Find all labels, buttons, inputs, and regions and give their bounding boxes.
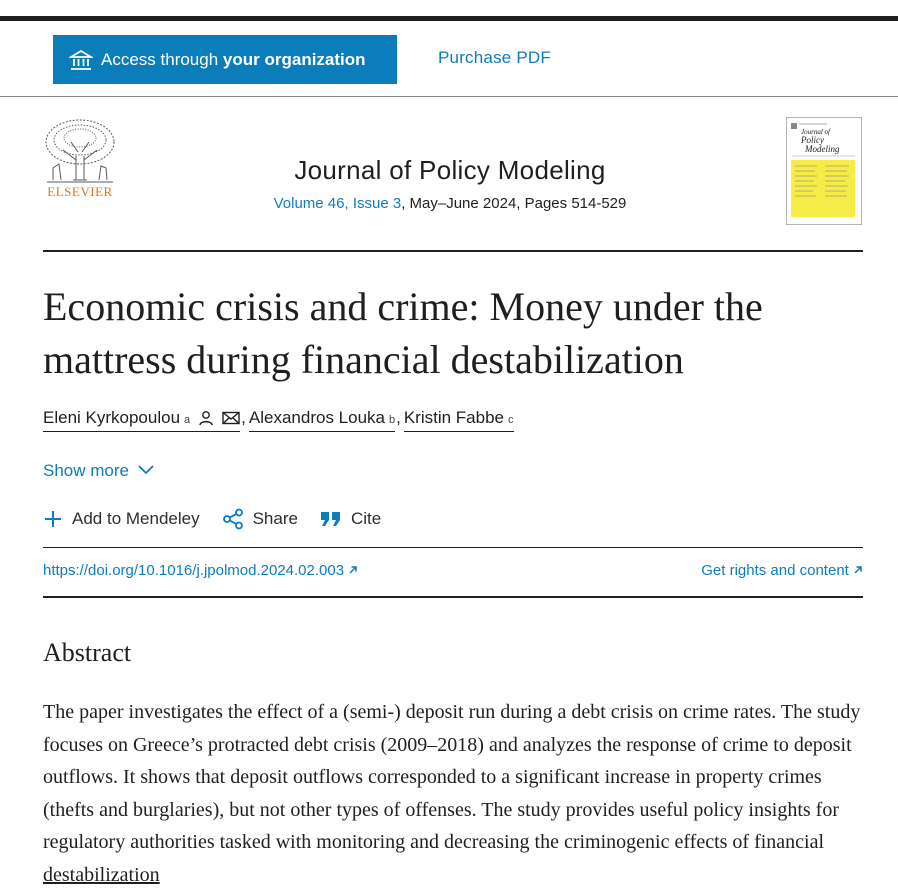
plus-icon [43, 509, 63, 529]
show-more-button[interactable] [43, 461, 155, 481]
article-title: Economic crisis and crime: Money under the mattress during financial destabilization [43, 284, 763, 382]
cite-button[interactable] [320, 509, 381, 529]
share-icon [222, 508, 244, 530]
actions-divider [43, 547, 863, 548]
external-link-icon [348, 562, 358, 579]
journal-issue-info [200, 195, 700, 212]
svg-text:Modeling: Modeling [805, 144, 840, 154]
share-button[interactable] [222, 508, 298, 530]
date-pages: , May–June 2024, Pages 514-529 [401, 195, 627, 212]
quote-icon [320, 510, 342, 528]
doi-link[interactable]: https://doi.org/10.1016/j.jpolmod.2024.02.003 [43, 562, 358, 579]
author-link[interactable]: Eleni Kyrkopoulou a [43, 408, 240, 432]
publisher-wordmark: ELSEVIER [47, 184, 113, 199]
author-separator: , [396, 408, 401, 427]
header-divider [0, 96, 898, 97]
person-icon [198, 410, 214, 426]
rights-and-content-link[interactable]: Get rights and content [701, 562, 863, 579]
abstract-body: The paper investigates the effect of a (semi-) deposit run during a debt crisis on crime rates. The study focuses on Greece’s protracted debt crisis (2009–2018) and analyzes the response of crime to deposit outflows. It shows that deposit outflows corresponded to a significant increase in property crimes (thefts and burglaries), but not other types of offenses. The study provides useful policy insights for regulatory authorities tasked with monitoring and decreasing the criminogenic effects of financial [43, 701, 861, 853]
journal-title[interactable]: Journal of Policy Modeling [294, 155, 606, 185]
abstract-text [43, 696, 873, 891]
svg-text:Journal of: Journal of [801, 128, 830, 136]
journal-cover-thumbnail[interactable] [786, 117, 862, 225]
external-link-icon [853, 562, 863, 579]
journal-divider [43, 250, 863, 252]
author-link[interactable]: Kristin Fabbe c [404, 408, 514, 432]
svg-text:Policy: Policy [801, 135, 824, 145]
article-actions [43, 508, 403, 530]
access-label: Access through your organization [101, 49, 366, 69]
abstract-heading: Abstract [43, 638, 132, 667]
chevron-down-icon [137, 461, 155, 481]
author-list [43, 408, 514, 432]
mendeley-label: Add to Mendeley [72, 509, 200, 528]
purchase-pdf-link[interactable]: Purchase PDF [438, 48, 551, 67]
access-through-organization-button[interactable] [53, 35, 397, 84]
cite-label: Cite [350, 509, 382, 528]
author-separator: , [241, 408, 246, 427]
share-label: Share [252, 509, 298, 528]
email-icon [222, 411, 240, 425]
volume-issue-link[interactable]: Volume 46, Issue 3 [273, 195, 402, 212]
add-to-mendeley-button[interactable] [43, 509, 200, 529]
author-link[interactable]: Alexandros Louka b [249, 408, 395, 432]
topic-link[interactable]: destabilization [43, 863, 160, 886]
show-more-label: Show more [43, 461, 129, 480]
links-divider [43, 596, 863, 598]
top-border [0, 16, 898, 21]
institution-icon [69, 49, 93, 71]
